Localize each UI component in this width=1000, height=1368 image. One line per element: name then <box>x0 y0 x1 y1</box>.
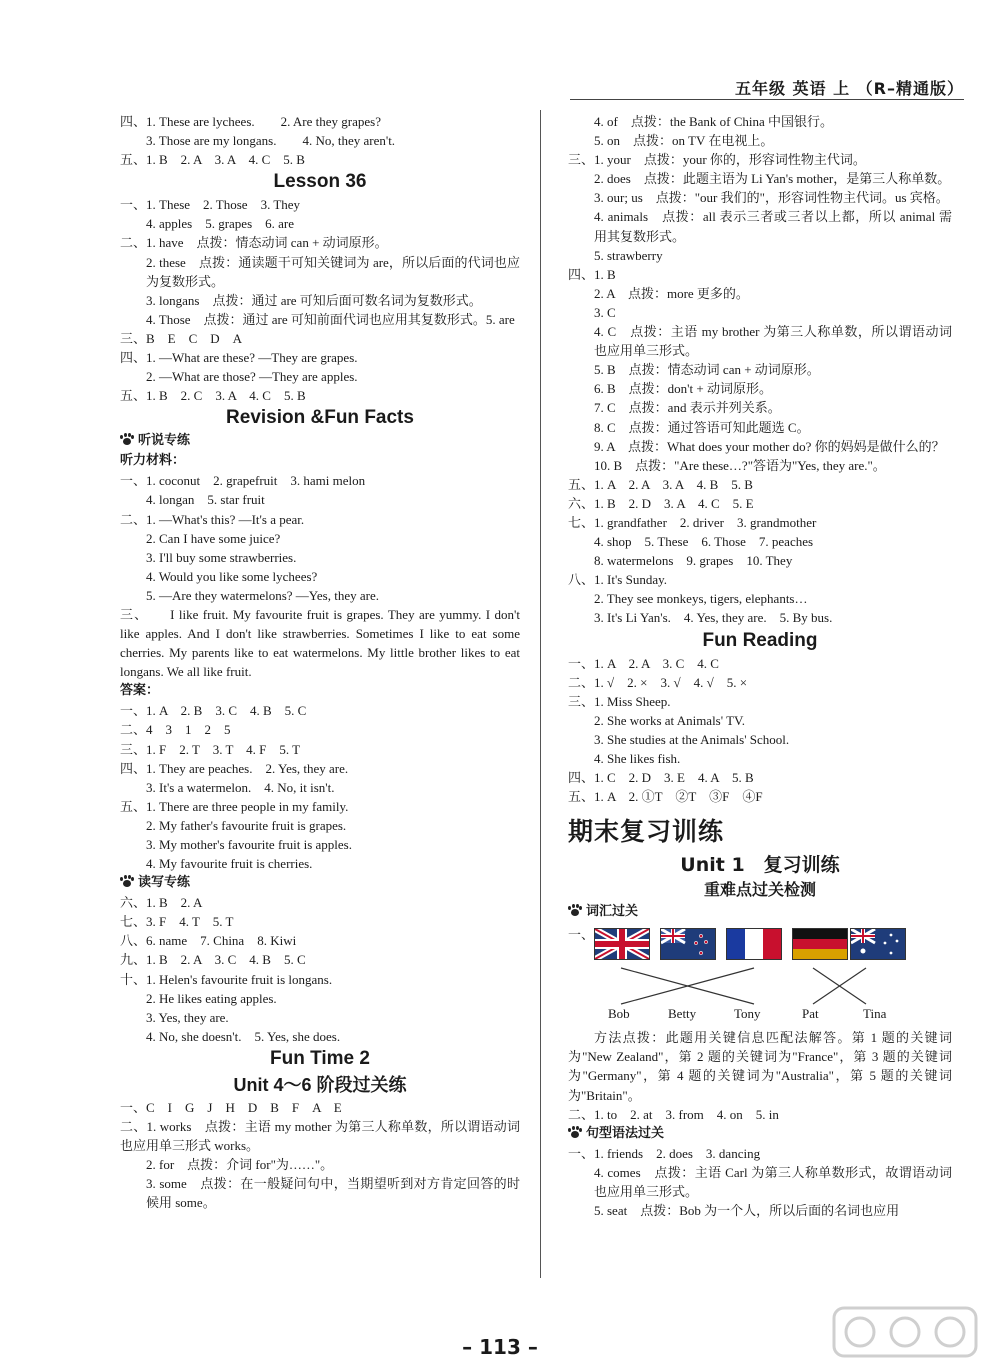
duxie-heading <box>120 873 520 893</box>
answer-line: 三、1. your 点拨：your 你的，形容词性物主代词。 <box>568 152 866 168</box>
tingshuo-heading <box>120 431 520 451</box>
answer-line: 五、1. B 2. C 3. A 4. C 5. B <box>120 388 306 404</box>
funtime-title: Fun Time 2 <box>270 1047 370 1069</box>
answer-line: 8. watermelons 9. grapes 10. They <box>594 553 793 569</box>
answer-line: 一、1. These 2. Those 3. They <box>120 197 301 213</box>
listening-line: 二、1. —What's this? —It's a pear. <box>120 511 305 527</box>
name-tony: Tony <box>734 1006 761 1022</box>
answer-line: 2. My father's favourite fruit is grapes. <box>146 817 347 833</box>
answer-line: 2. He likes eating apples. <box>146 990 277 1006</box>
revision-title: Revision &Fun Facts <box>226 407 414 429</box>
answer-line: 三、1. F 2. T 3. T 4. F 5. T <box>120 741 301 757</box>
paw-icon <box>120 433 134 445</box>
answer-line: 4. Those 点拨：通过 are 可知前面代词也应用其复数形式。5. are <box>146 311 515 327</box>
answers-label: 答案： <box>120 683 160 699</box>
answer-line: 6. B 点拨：don't + 动词原形。 <box>594 381 772 397</box>
answer-line: 2. these 点拨：通读题干可知关键词为 are，所以后面的代词也应为复数形式。 <box>146 254 520 289</box>
answer-line: 3. our; us 点拨："our 我们的"，形容词性物主代词。us 宾格。 <box>594 190 949 206</box>
answer-line: 3. She studies at the Animals' School. <box>594 731 790 747</box>
paw-icon <box>568 904 582 916</box>
name-tina: Tina <box>863 1006 887 1022</box>
passage <box>120 605 520 681</box>
answer-line: 2. A 点拨：more 更多的。 <box>594 285 749 301</box>
answer-line: 2. —What are those? —They are apples. <box>146 369 358 385</box>
answer-line: 一、1. A 2. A 3. C 4. C <box>568 655 719 671</box>
answer-line: 三、1. Miss Sheep. <box>568 693 671 709</box>
passage-text: I like fruit. My favourite fruit is grapes. They are yummy. I don't like apples. And I don't like strawberries. Sometimes I like to eat some cherries. My parents like to eat watermelons. My little brother likes to eat longans. We all like fruit. <box>120 606 520 680</box>
answer-line: 4. No, she doesn't. 5. Yes, she does. <box>146 1028 341 1044</box>
answer-line: 10. B 点拨："Are these…?"答语为"Yes, they are."。 <box>594 457 886 473</box>
answer-line: 五、1. B 2. A 3. A 4. C 5. B <box>120 152 305 168</box>
answer-line: 4. apples 5. grapes 6. are <box>146 216 295 232</box>
vocab-label: 一、 <box>568 927 595 943</box>
vocab-title: 词汇过关 <box>586 904 639 920</box>
listening-line: 5. —Are they watermelons? —Yes, they are. <box>146 587 379 603</box>
answer-line: 3. It's a watermelon. 4. No, it isn't. <box>146 779 335 795</box>
answer-line: 5. on 点拨：on TV 在电视上。 <box>594 133 774 149</box>
tingshuo-title: 听说专练 <box>138 433 191 449</box>
method-tip: 方法点拨：此题用关键信息匹配法解答。第 1 题的关键词为"New Zealand"，第 2 题的关键词为"France"，第 3 题的关键词为"Germany"，第 4 题的关键词为"Australia"，第 5 题的关键词为"Britain"。 <box>568 1030 952 1103</box>
listening-line: 2. Can I have some juice? <box>146 530 281 546</box>
answer-line: 3. It's Li Yan's. 4. Yes, they are. 5. By bus. <box>594 610 833 626</box>
answer-line: 4. animals 点拨：all 表示三者或三者以上都，所以 animal 需用其复数形式。 <box>594 209 952 244</box>
unit46-title: Unit 4～6 阶段过关练 <box>233 1074 407 1095</box>
answer-line: 七、3. F 4. T 5. T <box>120 914 234 930</box>
page-header: 五年级 英语 上 （R–精通版） <box>734 79 964 98</box>
column-divider <box>540 110 541 1278</box>
grammar-heading <box>568 1124 952 1144</box>
answer-line: 八、6. name 7. China 8. Kiwi <box>120 933 297 949</box>
answer-line: 3. longans 点拨：通过 are 可知后面可数名词为复数形式。 <box>146 292 482 308</box>
answer-line: 七、1. grandfather 2. driver 3. grandmother <box>568 514 817 530</box>
final-review-title: 期末复习训练 <box>568 817 725 847</box>
answer-line: 3. Yes, they are. <box>146 1009 229 1025</box>
paw-icon <box>568 1126 582 1138</box>
answer-line: 四、1. They are peaches. 2. Yes, they are. <box>120 760 349 776</box>
answer-line: 8. C 点拨：通过答语可知此题选 C。 <box>594 419 810 435</box>
right-column <box>568 112 952 1220</box>
answer-line: 二、1. to 2. at 3. from 4. on 5. in <box>568 1106 779 1122</box>
answer-line: 二、1. works 点拨：主语 my mother 为第三人称单数，所以谓语动词也应用单三形式 works。 <box>120 1119 520 1154</box>
answer-line: 5. seat 点拨：Bob 为一个人，所以后面的名词也应用 <box>594 1203 900 1219</box>
answer-line: 2. They see monkeys, tigers, elephants… <box>594 591 808 607</box>
answer-line: 九、1. B 2. A 3. C 4. B 5. C <box>120 952 306 968</box>
vocab-heading <box>568 902 952 922</box>
grammar-title: 句型语法过关 <box>586 1125 665 1141</box>
answer-line: 五、1. A 2. ①T ②T ③F ④F <box>568 789 763 805</box>
listening-label: 听力材料： <box>120 453 186 469</box>
name-bob: Bob <box>608 1006 630 1022</box>
answer-line: 4. comes 点拨：主语 Carl 为第三人称单数形式，故谓语动词也应用单三形式。 <box>594 1164 952 1199</box>
header-rule <box>570 99 964 100</box>
answer-line: 十、1. Helen's favourite fruit is longans. <box>120 971 333 987</box>
answer-line: 五、1. A 2. A 3. A 4. B 5. B <box>568 476 753 492</box>
answer-line: 八、1. It's Sunday. <box>568 572 667 588</box>
answer-line: 三、B E C D A <box>120 330 243 346</box>
answer-line: 四、1. —What are these? —They are grapes. <box>120 350 358 366</box>
answer-line: 3. C <box>594 304 616 320</box>
listening-line: 一、1. coconut 2. grapefruit 3. hami melon <box>120 473 366 489</box>
answer-line: 一、1. friends 2. does 3. dancing <box>568 1145 761 1161</box>
answer-line: 3. Those are my longans. 4. No, they aren't. <box>146 133 396 149</box>
paw-icon <box>120 875 134 887</box>
answer-line: 4. shop 5. These 6. Those 7. peaches <box>594 534 814 550</box>
answer-line: 五、1. There are three people in my family. <box>120 798 349 814</box>
answer-line: 一、1. A 2. B 3. C 4. B 5. C <box>120 703 307 719</box>
listening-line: 3. I'll buy some strawberries. <box>146 549 297 565</box>
listening-line: 4. longan 5. star fruit <box>146 492 265 508</box>
answer-line: 四、1. B <box>568 266 616 282</box>
answer-line: 二、1. √ 2. × 3. √ 4. √ 5. × <box>568 674 748 690</box>
answer-line: 二、4 3 1 2 5 <box>120 722 231 738</box>
answer-line: 5. B 点拨：情态动词 can + 动词原形。 <box>594 362 820 378</box>
answer-line: 一、C I G J H D B F A E <box>120 1099 342 1115</box>
answer-line: 六、1. B 2. D 3. A 4. C 5. E <box>568 495 754 511</box>
left-column <box>120 112 520 1213</box>
answer-line: 9. A 点拨：What does your mother do? 你的妈妈是做什么的？ <box>594 438 945 454</box>
listening-line: 4. Would you like some lychees? <box>146 568 318 584</box>
answer-line: 四、1. C 2. D 3. E 4. A 5. B <box>568 770 754 786</box>
answer-line: 2. She works at Animals' TV. <box>594 712 746 728</box>
funreading-title: Fun Reading <box>702 629 818 651</box>
answer-line: 5. strawberry <box>594 247 663 263</box>
unit1-title: Unit 1 复习训练 <box>680 854 840 877</box>
answer-line: 4. C 点拨：主语 my brother 为第三人称单数，所以谓语动词也应用单三形式。 <box>594 324 952 359</box>
flag-matching <box>568 924 952 1028</box>
answer-line: 六、1. B 2. A <box>120 895 203 911</box>
answer-line: 2. for 点拨：介词 for"为……"。 <box>146 1157 334 1173</box>
name-pat: Pat <box>802 1006 819 1022</box>
answer-line: 4. My favourite fruit is cherries. <box>146 856 313 872</box>
checkpoint-title: 重难点过关检测 <box>703 880 816 900</box>
answer-line: 4. She likes fish. <box>594 751 681 766</box>
answer-line: 四、1. These are lychees. 2. Are they grapes? <box>120 114 381 129</box>
watermark-logo <box>830 1302 980 1362</box>
answer-line: 7. C 点拨：and 表示并列关系。 <box>594 400 781 416</box>
name-betty: Betty <box>668 1006 697 1022</box>
answer-line: 二、1. have 点拨：情态动词 can + 动词原形。 <box>120 235 388 251</box>
answer-line: 3. My mother's favourite fruit is apples. <box>146 837 352 852</box>
page-number: – 113 – <box>462 1335 538 1359</box>
answer-line: 3. some 点拨：在一般疑问句中，当期望听到对方肯定回答的时候用 some。 <box>146 1176 520 1211</box>
answer-line: 2. does 点拨：此题主语为 Li Yan's mother，是第三人称单数。 <box>594 171 951 187</box>
duxie-title: 读写专练 <box>138 875 191 891</box>
lesson36-title: Lesson 36 <box>273 171 367 193</box>
answer-line: 4. of 点拨：the Bank of China 中国银行。 <box>594 114 834 129</box>
passage-label: 三、 <box>120 606 142 622</box>
